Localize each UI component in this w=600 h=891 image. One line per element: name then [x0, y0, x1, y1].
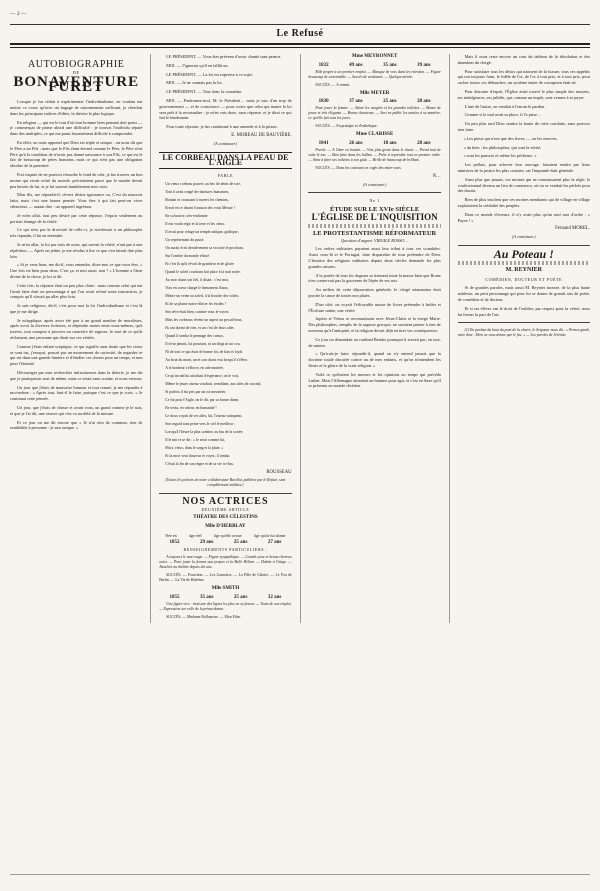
column-rule — [300, 54, 301, 623]
paragraph: Lorsqu'à l'heure la plus sombre, au bas de la soirée, — [165, 429, 244, 434]
paragraph: « Les pieux qui n'ont que des livres, — ou les oeuvres, — [463, 135, 558, 141]
actress-4-name: Mlle MEYER — [359, 90, 390, 96]
paragraph: Les prélats, pour achever leur ouvrage, faisaient rendre par leurs ministres de la justice les plus criantes, car l'impunité était générale. — [457, 162, 591, 173]
paragraph: « du bien ; les philosophes, qui sont la vérité, — [463, 144, 542, 150]
paragraph: « sont les pauvres et même les pécheurs. » — [463, 153, 537, 159]
actress-2-stats — [159, 595, 291, 601]
actress-4-stats — [308, 99, 440, 105]
paragraph: Au bout du mont, un et son chant vrai lorsqu'il s'élève, — [165, 357, 248, 362]
actress-1-stats — [159, 540, 291, 546]
actress-3-details: Rôle propre à un premier emploi. — Manque de voix dans les retraites. — Figure beaucoup de convenable. — Succès de sentiment. — Quelque mérite. — [308, 69, 441, 79]
paragraph: Comme si le mal avait sa place, il l'a prise… — [464, 112, 542, 118]
stat: 25 ans — [233, 539, 248, 545]
paragraph: A la portée de tous les dogmes se tiennent toute la masse bien que Rome n'en conservait pas la gouverne de l'épée de ses rois. — [308, 272, 441, 284]
paragraph: Pour satisfaire tous les désirs qui naissent de la luxure, tous ces appétits qui ont toujours faim, le fidèle de l'or, de l'or à tout prix, et à tout prix, pour cacher toutes ces débauches, un système entier de corruption était né. — [457, 68, 591, 86]
stat: 35 ans — [383, 62, 397, 68]
dialogue — [159, 54, 291, 130]
paragraph: Ni de tout ce qui était de bonne loi, de loin et loyal. — [165, 349, 244, 354]
paragraph: Et si ses élèves ont le droit de l'oublier, par respect pour la vérité, nous lui ferons la part de l'art. — [457, 305, 591, 317]
paragraph: Tout il avait rongé de rabotures humaines, — [165, 189, 230, 194]
continued-note: (A continuer.) — [512, 234, 536, 240]
study-title-3: LE PROTESTANTISME RÉFORMATEUR — [312, 229, 437, 237]
actress-4-details: Pour jouer la femme. — Adore les rangées et les grandes toilettes. — Bonne de jeune et très élégante. — Bonne chanteuse. — Sort en public les années à sa manière, ce qu'elle fait tous les jours. — [308, 106, 441, 121]
paragraph: MOI. — Je ne connais pas la loi. — [166, 80, 223, 86]
signature-n: N… — [432, 173, 441, 179]
paragraph: Je suis religieux, dit-il, c'est pour moi la foi l'individualisme et c'est là que je me dirige. — [10, 303, 143, 314]
paragraph: Rien de plus insolent que ces moines mendiants qui de village en village exploitaient la crédulité des peuples. — [457, 197, 591, 208]
paragraph: Si de grandes paroles, mais aussi M. Reynier montre, de la plus haute noblesse, un petit personnage qui pour lui se donne de grands airs de poète, de comédien et de docteur. — [457, 285, 591, 302]
paragraph: Il eut voulu régir et la terre et les cieux. — [165, 221, 226, 226]
stat: 27 ans — [267, 539, 282, 545]
actress-3-name: Mme MEYRONNET — [351, 54, 398, 59]
paragraph: Je m'applique, après avoir été part à un grand nombre de moralistes, après avoir lu diverses écritures, et dépendre moins entre nous-mêmes, qu'à travers, tout conspire à prouver un caractère de sagesse, le moi de ce qu'ils réclament, une personne qui dirait sur ces vérités. — [10, 317, 143, 341]
paragraph: Il avait pour refuge un temple antique, gothique, — [165, 229, 239, 234]
autobiography-de: DE — [72, 69, 80, 75]
stat: 1830 — [318, 99, 329, 105]
fable-poem — [159, 182, 291, 467]
paragraph: Jupiter et Vénus se reconnaissent avec Jésus-Christ et la vierge Marie. Des philosophes, remplis de la sagesse grecque, ne savaient penser à rien de nouveau qu'à l'antiquité, et la religion devait déjà en tirer ses conséquences. — [308, 316, 441, 333]
study-question: Question d'urgent. VIRGILE ROSSO… — [341, 237, 409, 243]
paragraph: Ce fut pour l'Aigle, on le dit, par sa bonne dame, — [165, 397, 240, 402]
paragraph: Et de sa plume noire effacer les étoiles ! — [165, 301, 227, 306]
stat: 18 ans — [383, 140, 397, 146]
column-rule — [449, 54, 450, 623]
paragraph: D'un côté, on voyait l'effroyable masse de livres prétendre à brûler et l'Écriture sainte, une vérité. — [308, 301, 441, 313]
actress-4-success: SUCCÈS. — En pratique et d'esthétique. — [315, 124, 378, 129]
stat: 26 ans — [349, 140, 363, 146]
stat: 29 ans — [199, 539, 214, 545]
paragraph: Voix en coeur chargé le firmament d'azur, — [165, 285, 229, 290]
paragraph: Mort, vieux, dans le sang et la pluie. » — [165, 445, 224, 450]
separator — [308, 192, 440, 193]
separator — [458, 322, 590, 323]
paragraph: Au milieu de cette dépravation générale, le clergé néanmoins était proche la cause de toutes nos plaies. — [308, 287, 441, 298]
label-age-avowed: âge qu'elle avoue — [214, 532, 242, 538]
actress-2-success: SUCCÈS. — Madame Bollanrose. — Mon Film. — [166, 614, 241, 619]
paragraph: Pour distraire d'esprit, l'Église avait trouvé le plus simple des moyens, ses indulgences, ses jubilés, qui, comme un impôt, sont venues à se payer. — [457, 88, 591, 100]
paragraph: L'une de l'autre, on vendait à l'encan le pardon. — [464, 103, 546, 109]
actress-1-success: SUCCÈS. — Pourchon. — Les Ganaches. — La Fille de Gibrire. — Le Fou de Berlin. — La Vie de Bohême. — [159, 573, 292, 583]
paragraph: Un vieux corbeau pauvre, au bec de dents de scie, — [165, 181, 241, 186]
paragraph: Boitant et croassant à travers les chemins, — [165, 197, 229, 202]
actress-3-stats — [308, 63, 440, 69]
actress-5-details: Parole. — A l'âme en bonnet. — Voix plus grave dans le chant. — Prend tout de suite le ton. — Bien faite dans les ballets. — Prête à reprendre tout en premier ordre. — Aime à faire ses toilettes à son goût. — Brille de beaucoup de brillant. — [308, 147, 441, 162]
paragraph: Ainsi plus que jamais, ces moines qui ne connaissaient plus la règle, le confessionnal devenu un lieu de commerce, où on se vendait les péchés pour des ducats. — [457, 176, 591, 194]
paragraph: En religion — qui est le tout d'où tout homme bien pensant doit partir — je commençai de prime abord une difficulté : je trouvai l'individu séparé dans des multiples, ce qui me parut énormément difficile à comprendre. — [10, 119, 143, 137]
paragraph: Je m'en allai, la foi par trois de nous, qui savent la vérité, n'ont pas à une répétition. — Après un jeûne, je me résolus à lire ce que s'en faisait dire plus loin. — [10, 241, 143, 259]
actress-3-success: SUCCÈS. — A retenir. — [315, 82, 351, 87]
label-age-real: âge réel — [189, 532, 202, 538]
actress-5-success: SUCCÈS. — Dans les curieuses et cogés des entre-sorts. — [315, 165, 402, 170]
study-body-cont-2 — [458, 162, 590, 223]
paragraph: Un jour, que j'étais de chasse et avant vous, un grand comme je le suis, et que je l'ai dit, une oeuvre qui s'en va au-delà de la mesure. — [10, 405, 143, 416]
paragraph: Ce qu'un nid lui attachait d'espérance, on le voit, — [165, 373, 239, 378]
stat: 37 ans — [349, 99, 363, 105]
paragraph: Et c'est là qu'il rêvait de grandeur et de gloire — [165, 261, 234, 266]
column-rule — [150, 54, 151, 623]
paragraph: Mais il nous reste encore un coin du tableau de la désolation et des abandons du clergé. — [457, 54, 591, 65]
study-title-2: L'ÉGLISE DE L'INQUISITION — [311, 211, 438, 222]
signature-morel: Fernand MOREL. — [555, 226, 591, 232]
autobiography-body — [10, 99, 142, 431]
stat: 25 ans — [383, 99, 397, 105]
actress-2-details: Une figure vive : tient une des lignes les plus en sa faveur. — Toute de son emploi. — Expression sur celle de la prima donna. — [159, 601, 292, 611]
paragraph: Cette fois, la réponse était un peu plus claire : mais comme celui qui me l'avait faite était un personnage à qui l'on avait refusé toute instruction, je compris qu'il n'avait pu aller plus loin. — [10, 282, 143, 300]
paragraph: A le bonheur s'efforce, en aile montée, — [165, 365, 224, 370]
paragraph: Erroit en ce disant l'oraison des vrais Messie ! — [165, 205, 236, 210]
separator — [159, 493, 291, 494]
stat: 28 ans — [417, 99, 431, 105]
paragraph: Le doux voyait de ses ailes, lui, l'oiseau vainqueur, — [165, 413, 243, 418]
signature-moreau: E. MOREAU DE BAUVIÈRE. — [231, 132, 292, 138]
person-subtitle: COMÉDIEN, DOCTEUR ET POÈTE — [485, 276, 563, 282]
paragraph: MOI. — J'ignorais qu'il en fallût un. — [166, 62, 229, 68]
actresses-title: NOS ACTRICES — [182, 495, 269, 507]
number-label: No 1 — [369, 198, 380, 204]
autobiography-kicker: AUTOBIOGRAPHIE — [27, 59, 125, 70]
paragraph: Mettre un veine au soleil, à la bouche des voiles, — [165, 293, 240, 298]
paragraph: Quand il tomba le pennage des coeurs, — [165, 333, 224, 338]
column-3 — [308, 54, 440, 623]
paragraph: LE PRÉSIDENT. — La loi est expresse à ce sujet. — [166, 71, 253, 77]
paragraph: Comme j'étais enfant sceptique, ce qui signifie sans doute que les cieux se sont tus, j'essayai, poussé par un mouvement de curiosité, de regarder ce qui est dans une grande lumière et d'étudier ces choses pour un temps, et non pour l'éternité. — [10, 343, 143, 367]
separator — [458, 245, 590, 246]
paragraph: LE PRÉSIDENT. — Tout donc la connaître. — [166, 89, 243, 95]
stat: 1832 — [318, 62, 329, 68]
column-1 — [10, 54, 142, 623]
paragraph: Il n'eut jamais, lui pourtant, ni un doigt ni un cou, — [165, 341, 241, 346]
stat: 1852 — [169, 539, 180, 545]
page-number: — 2 — — [10, 11, 27, 17]
actress-1-name: Mlle D'HERBLAY — [205, 524, 246, 530]
paragraph: On aurait écrit dernièrement sa victoire le prochain, — [165, 245, 244, 250]
column-4 — [458, 54, 590, 623]
stat: 1841 — [318, 140, 329, 146]
study-title-1: ÉTUDE SUR LE XVIe SIÈCLE — [330, 206, 420, 214]
paragraph: MOI. — Pardonnez-moi, M. le Président… mais je suis d'un trop de gouvernement — et de conscience — pour croire que celui qui manie la loi sera prêt à la reconnaître : je m'en vais donc, sans réponse, et je dirai ce qui fait le lendemain. — [159, 97, 292, 121]
paragraph: Les ordres militaires payaient aussi leur tribut à tous ces scandales. Aussi ceux-là et le Portugal, faire disparaître de tous prétendre de Dieu. L'histoire des religions militaires depuis deux siècles demande les plus grandes raisons. — [308, 246, 441, 269]
label-born: Née en — [165, 532, 177, 538]
page-footer-rule — [10, 874, 590, 885]
paragraph: C'était la fin de son règne et de sa vie ici-bas. — [165, 461, 234, 466]
label-age-given: âge qu'on lui donne — [254, 532, 286, 538]
continued-note: (A continuer.) — [213, 140, 238, 146]
paragraph: Son regard sans peine vers le ciel le meilleur ; — [165, 421, 236, 426]
editor-note: (Toutes les poésies de notre collaborateur Barillot, publiées par le Refusé, sont complètement inédites.) — [165, 477, 286, 487]
fable-title: LE CORBEAU DANS LA PEAU DE L'AIGLE — [159, 152, 291, 170]
paragraph: Et ce jour on me dit encore que « Je n'ai rien de commun, rien de semblable à personne : je suis unique. » — [10, 419, 143, 431]
actress-5-stats — [308, 141, 440, 147]
stat: 35 ans — [199, 595, 214, 601]
paragraph: Un représentant du passé. — [165, 237, 205, 242]
title-ornament — [308, 224, 440, 228]
person-name: M. REYNIER — [505, 266, 542, 273]
columns — [10, 54, 590, 623]
fable-sub: FABLE — [217, 173, 234, 179]
actresses-sub: DEUXIÈME ARTICLE — [201, 506, 250, 512]
paragraph: En vertu, en valeur, en humanité ! — [165, 405, 217, 410]
rens-label: RENSEIGNEMENTS PARTICULIERS : — [183, 546, 268, 552]
paragraph: Mon fils, me répondit-il, sèvrez divine ignorance ou, C'est du mauvais latin, mais c'est une bonne pensée. Vous êtes à qui fait peut-on vivre silencieux — autant dire : un appareil ingrénou. — [10, 192, 143, 209]
poteau-body — [458, 285, 590, 317]
masthead: Le Refusé — [276, 28, 324, 39]
stat: 49 ans — [349, 62, 363, 68]
paragraph: Mais les corbeaux rêvent un aspect un peu affreux, — [165, 317, 243, 322]
section-title-poteau: Au Poteau ! — [493, 246, 554, 261]
paragraph: Ce jour on demandait au cardinal Bembo pourquoi il n'avait pas, en tout, de saintes. — [308, 336, 441, 348]
footnote: (1) En parlant du haut du pont de la chaire, le Seigneur nous dit : « Prenez garde, votre âme ; Dieu ne vous donne que le feu. » — Les paroles de Jérémie. — [457, 328, 591, 338]
paragraph: Un jour que j'étais de mauvaise humeur et tout remué, je me répondis à moi-même : « Après tout, faut-il le faire, puisque c'est ce que je crois. » Je continuai cette pensée. — [10, 384, 143, 402]
column-2 — [159, 54, 291, 623]
paragraph: Il le mit et se dit : « Je serai comme lui, — [165, 437, 226, 442]
paragraph: Dans ce monde d'erreurs, il n'y avait plus qu'un seul mot d'ordre : « Payez ! » — [457, 211, 591, 223]
actress-1-details: A toujours le mot rouge. — Figure sympathique. — Grands yeux et beaux cheveux noirs. — Pour jouer la femme aux propos et la Belle Hélène. — Habite à l'étage. — Attachée au théâtre depuis dix ans. — [159, 555, 292, 570]
paragraph: Même le jeune oiseau voudrait, tremblant, aux ailes de son nid, — [165, 381, 262, 386]
stat: 1855 — [169, 595, 180, 601]
paragraph: Fort inquiet de ne pouvoir résoudre le fond de cela, je fus trouver un bon moine qui vivait retiré du monde, précisément parce que le monde devait peu besoin de lui, et je lui soumis humblement mes vues. — [10, 171, 143, 189]
paragraph: LE PRÉSIDENT. — Vous êtes prévenu d'avoir chanté sans permis. — [166, 54, 282, 59]
continued-note: (A continuer.) — [362, 181, 387, 187]
paragraph: Son rêve était bien, comme vous le voyez. — [165, 309, 230, 314]
paragraph: Décourager par mes recherches infructueuses dans la théorie, je me dis que je pratiquerais tout de même, mais ce serait sans crainte, et nous verrons. — [10, 370, 143, 381]
paragraph: Ils ont dormi de rien, et un c'est de leurs ailes — [165, 325, 234, 330]
actress-2-name: Mlle SMITH — [211, 586, 240, 592]
actress-5-name: Mme CLARISSE — [355, 132, 394, 138]
paragraph: Si parfois il fut pris par un roi meurtrier, — [165, 389, 227, 394]
paragraph: Voilà ce qu'étaient les moeurs et les opinions au temps qui précéda Luther. Mais l'Allemagne attendait un homme pour agir, et c'est en Saxe qu'il se présenta au monde chrétien. — [308, 371, 441, 389]
paragraph: Un peu plus tard Dieu sentira la honte de cette conduite, sans pouvoir rien faire. — [457, 121, 591, 132]
paragraph: Lorsque je fus réduit à expérimenter l'individualisme, ne voulant me mettre ce coeur qu'avec un bagage de raisonnement suffisant, je cherchai dans les principaux indices d'idées, la théorie la plus logique. — [10, 99, 143, 116]
signature-rousseau: ROUSSEAU — [266, 469, 292, 475]
paragraph: Et la mort veut douceur et voyez, il tomba. — [165, 453, 231, 458]
study-body-cont — [458, 54, 590, 133]
paragraph: En sa bourse, très-endormie — [165, 213, 208, 218]
paragraph: Ce qui n'est pas la diversité de celle-ci, je m'adressai à un philosophe très répandu, il lui en entendre. — [10, 227, 143, 239]
paragraph: Sur l'ombre du monde effacé. — [165, 253, 210, 258]
study-body — [308, 246, 440, 389]
masthead-rule — [10, 43, 590, 48]
paragraph: Je m'en allai, tout peu désiré par cette réponse, l'espoir seulement au portrait étrange de la vérité. — [10, 212, 143, 224]
quote — [458, 136, 590, 159]
paragraph: Pour toute réponse, je fus condamné à une amende et à la prison. — [166, 124, 278, 130]
top-bar — [10, 6, 590, 25]
title-ornament — [458, 261, 590, 265]
stats-labels — [159, 533, 291, 539]
paragraph: Au noir chant son fiel, il disait : c'est moi, — [165, 277, 229, 282]
autobiography-title: BONAVENTURE FURET — [13, 73, 140, 96]
stat: 32 ans — [267, 595, 282, 601]
paragraph: « Si je veux bien, me dit-il, vous entendre, dites-moi ce que vous êtes. » Une fois est bien pour deux. C'est ça, et moi aussi, non ? » L'homme a l'âme divine de la chose, je lui ai dit. — [10, 262, 143, 279]
stat: 25 ans — [233, 595, 248, 601]
paragraph: En effet, on nous apprend que Dieu est triple et unique : on nous dit que le Père a un Fils ; mais que le Fils étant éternel comme le Père, le Père n'est Père qu'à la condition de n'avoir pas donné naissance à son Fils, ce qui est le fait de beaucoup de pères humains, mais ce qui n'est pas une obligation absolue de la paternité. — [10, 139, 143, 169]
theatre-name: THÉATRE DES CÉLESTINS — [193, 515, 258, 521]
stat: 39 ans — [417, 62, 431, 68]
paragraph: Quand le soleil couchant fait place à la nuit noire. — [165, 269, 241, 274]
stat: 28 ans — [417, 140, 431, 146]
paragraph: « Qu'irais-je faire, répondit-il, quand on n'y entend jamais que la doctrine totale discutée contre un de mes enfants, et qu'on n'entendent les fleurs et la gloire de la vraie religion. » — [308, 351, 441, 368]
